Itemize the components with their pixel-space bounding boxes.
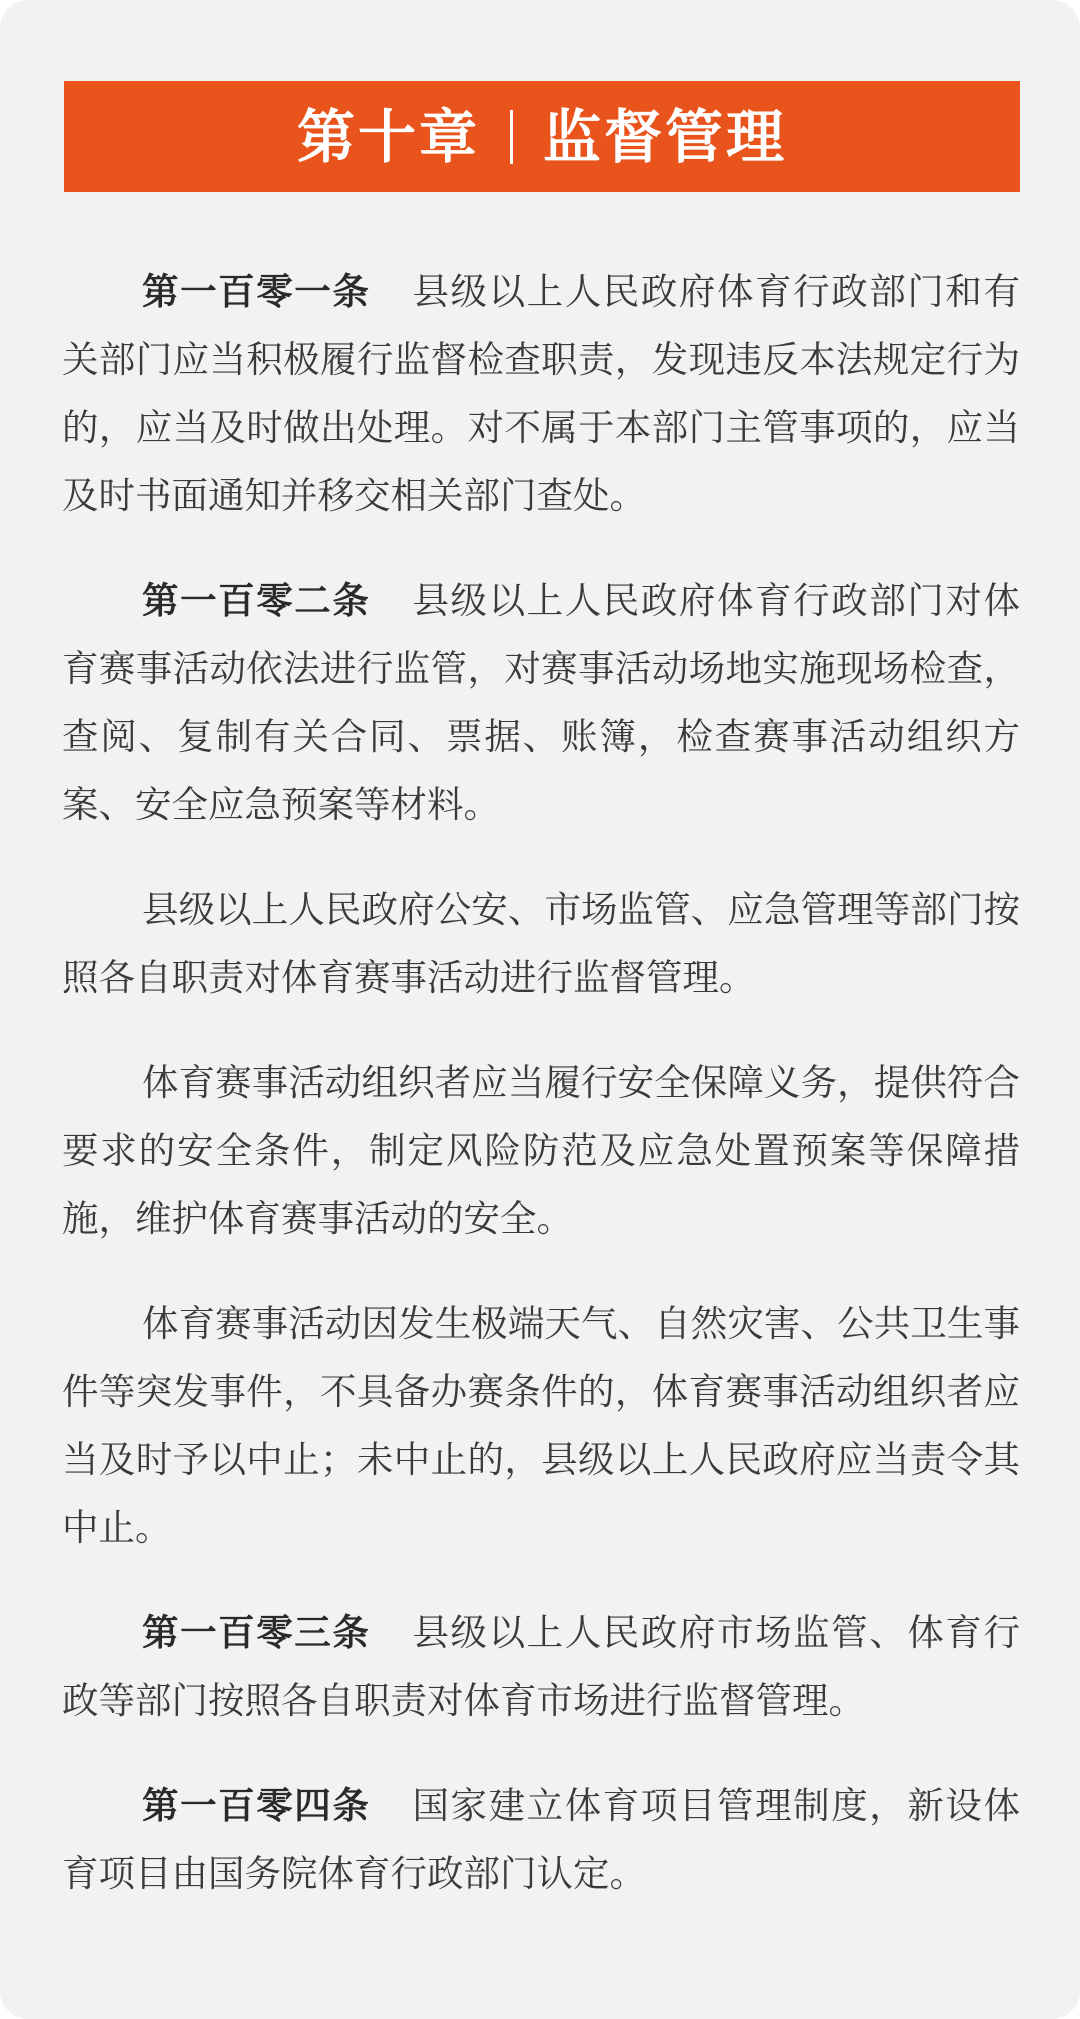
chapter-title: 监督管理 [543, 102, 788, 171]
paragraph [62, 258, 1020, 530]
paragraph-text: 县级以上人民政府市场监管、体育行政等部门按照各自职责对体育市场进行监督管理。 [62, 1611, 1021, 1722]
chapter-number: 第十章 [296, 102, 480, 171]
paragraph [62, 1599, 1020, 1735]
article-number: 第一百零四条 [142, 1784, 371, 1827]
paragraph [62, 1049, 1020, 1253]
paragraph-text: 县级以上人民政府公安、市场监管、应急管理等部门按照各自职责对体育赛事活动进行监督管理。 [62, 888, 1020, 999]
article-number: 第一百零二条 [142, 579, 371, 622]
article-content [62, 258, 1020, 1945]
article-number: 第一百零三条 [142, 1611, 371, 1654]
chapter-banner [64, 81, 1020, 192]
paragraph-text: 国家建立体育项目管理制度，新设体育项目由国务院体育行政部门认定。 [62, 1784, 1021, 1895]
paragraph-text: 县级以上人民政府体育行政部门对体育赛事活动依法进行监管，对赛事活动场地实施现场检查，查阅、复制有关合同、票据、账簿，检查赛事活动组织方案、安全应急预案等材料。 [62, 579, 1021, 826]
banner-divider [510, 110, 513, 164]
paragraph [62, 1772, 1020, 1908]
paragraph-text: 县级以上人民政府体育行政部门和有关部门应当积极履行监督检查职责，发现违反本法规定行为的，应当及时做出处理。对不属于本部门主管事项的，应当及时书面通知并移交相关部门查处。 [62, 270, 1021, 517]
paragraph [62, 1290, 1020, 1562]
article-number: 第一百零一条 [142, 270, 371, 313]
paragraph [62, 567, 1020, 839]
paragraph [62, 876, 1020, 1012]
paragraph-text: 体育赛事活动因发生极端天气、自然灾害、公共卫生事件等突发事件，不具备办赛条件的，体育赛事活动组织者应当及时予以中止；未中止的，县级以上人民政府应当责令其中止。 [62, 1302, 1020, 1549]
paragraph-text: 体育赛事活动组织者应当履行安全保障义务，提供符合要求的安全条件，制定风险防范及应急处置预案等保障措施，维护体育赛事活动的安全。 [62, 1061, 1020, 1240]
